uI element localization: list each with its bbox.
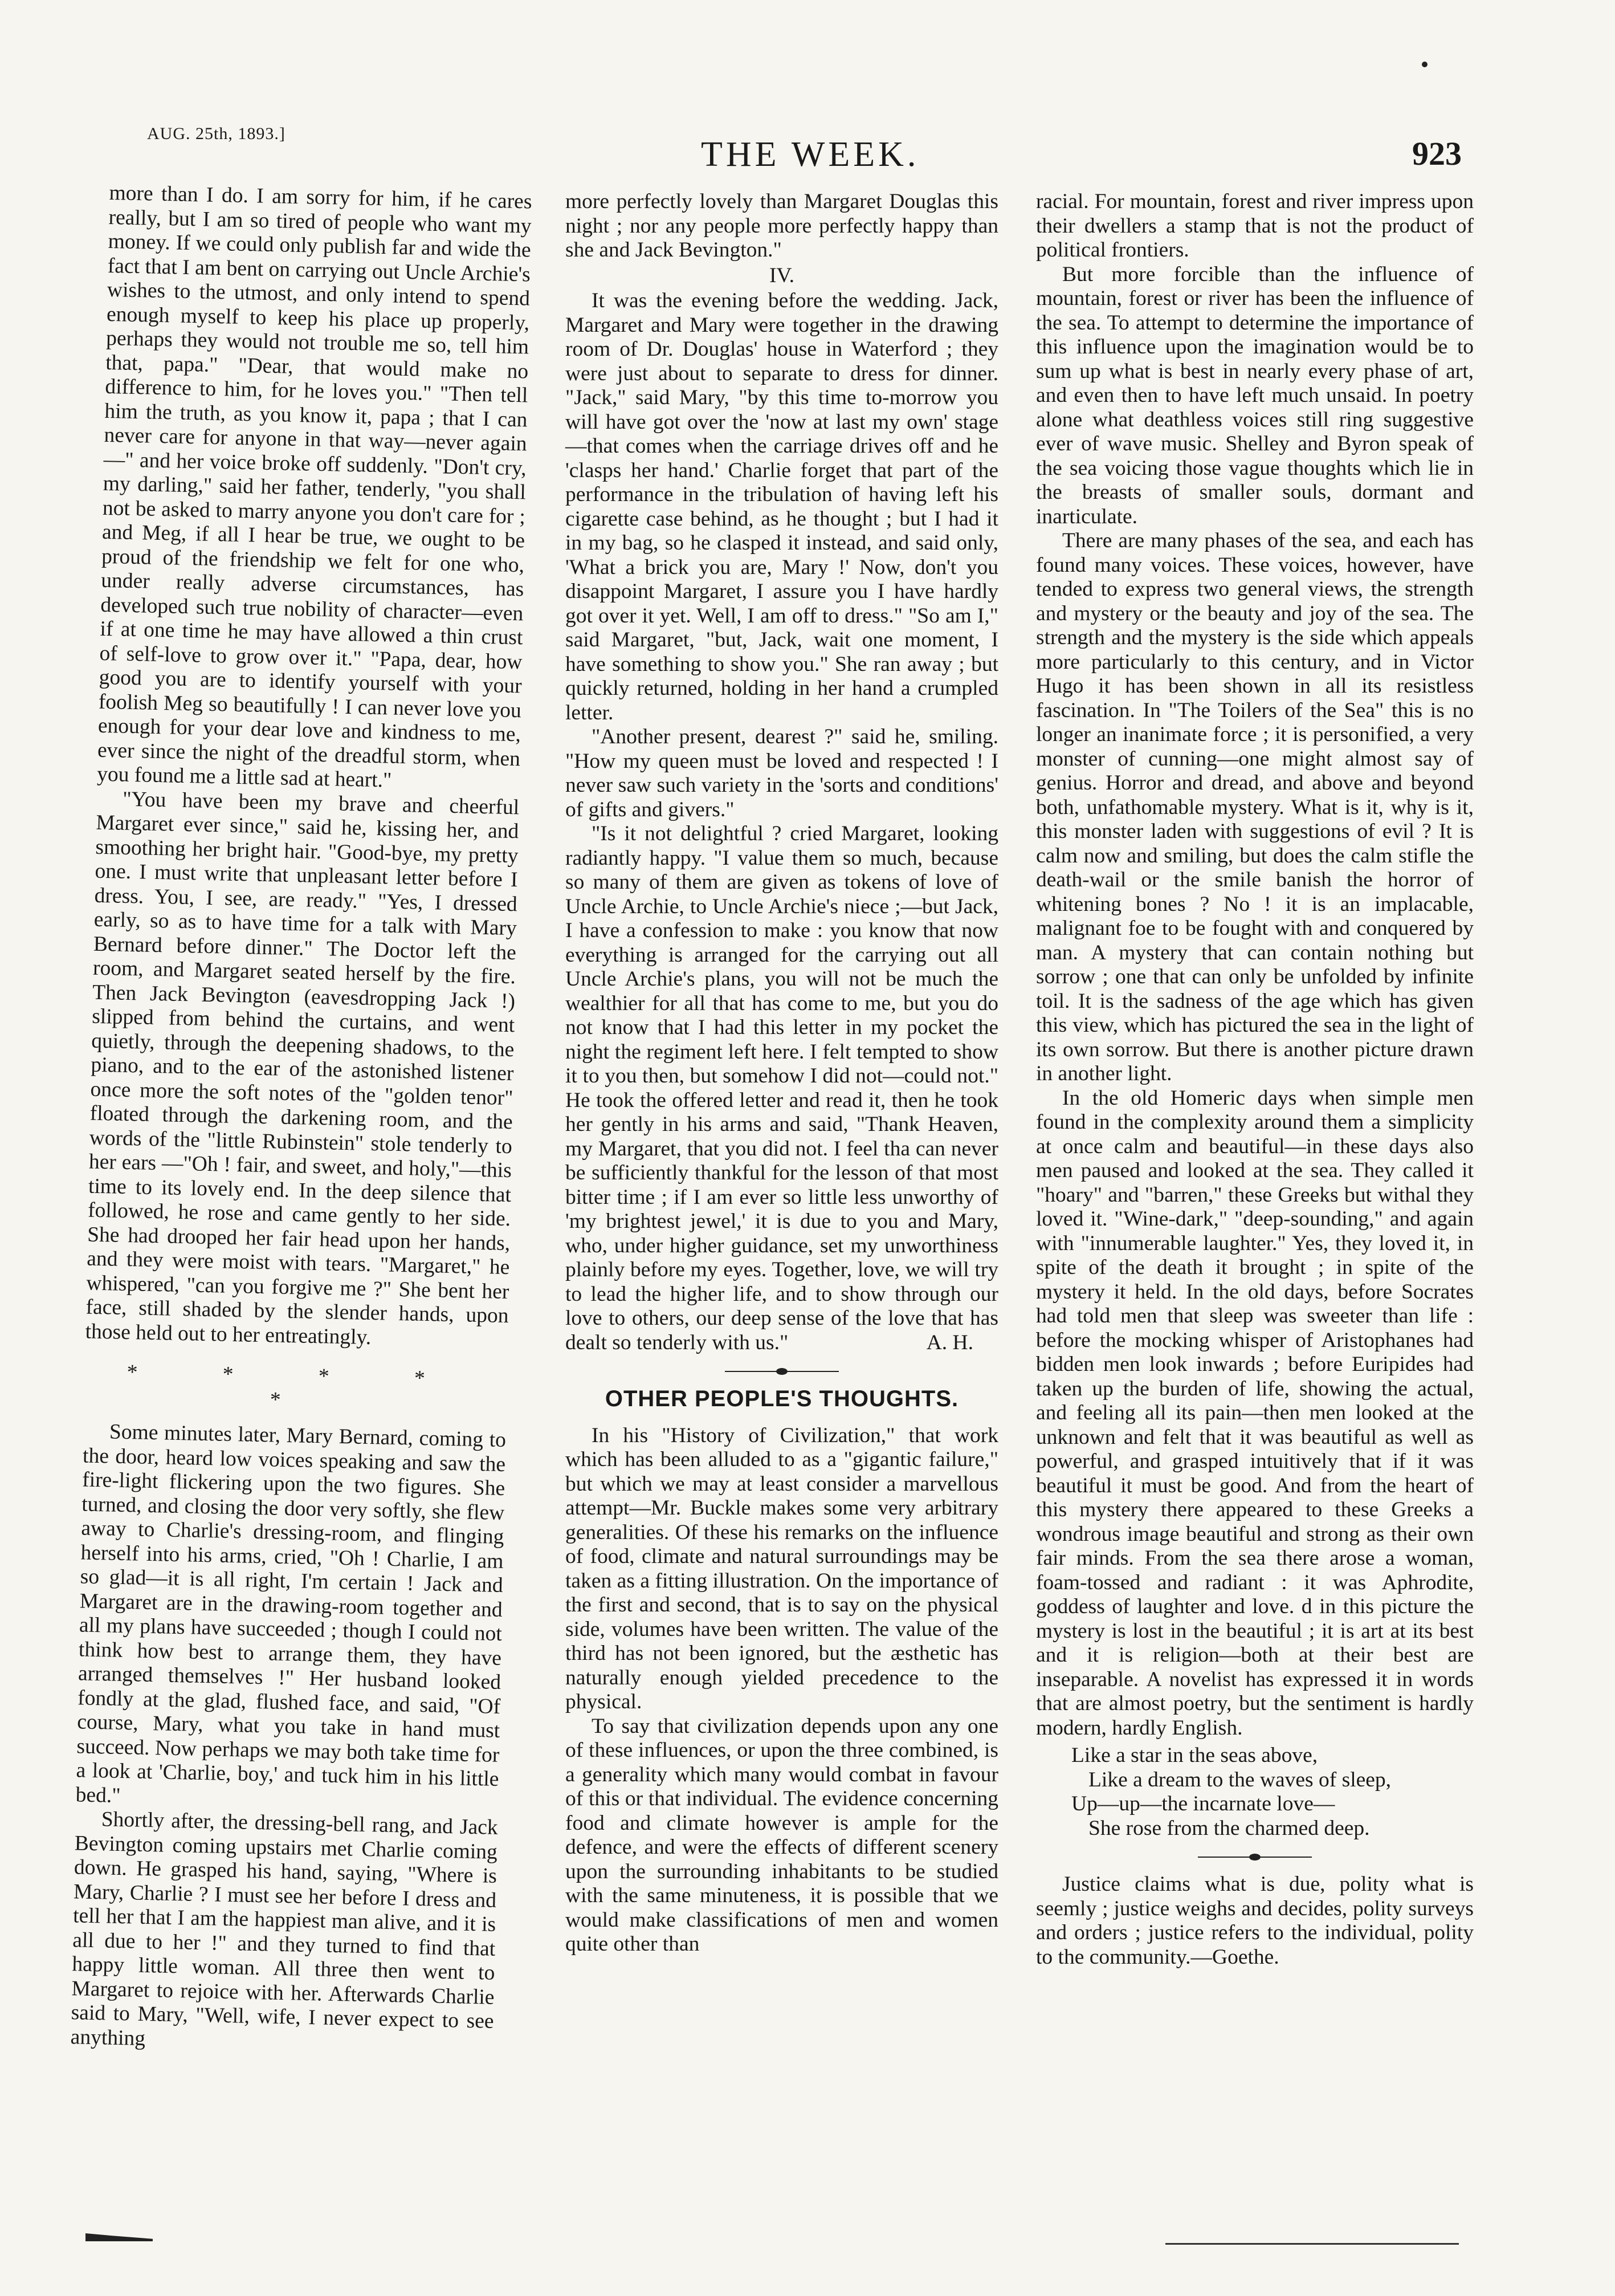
poem-line: Like a dream to the waves of sleep,: [1088, 1768, 1392, 1792]
author-signature: A. H.: [926, 1330, 973, 1354]
paragraph: "Another present, dearest ?" said he, smiling. "How my queen must be loved and respected ! I never saw such variety in the 'sorts and conditions' of gifts and givers.": [565, 725, 998, 821]
section-number: IV.: [769, 263, 795, 287]
paragraph: Some minutes later, Mary Bernard, coming to the door, heard low voices speaking and saw the fire-light flickering upon the two figures. She turned, and closing the door very softly, she flew away to Charlie's dressing-room, and flinging herself into his arms, cried, "Oh ! Charlie, I am so glad—it is all right, I'm certain ! Jack and Margaret are in the drawing-room together and all my plans have succeeded ; though I could not think how best to arrange them, they have arranged themselves !" Her husband looked fondly at the glad, flushed face, and said, "Of course, Mary, what you take in hand must succeed. Now perhaps we may both take time for a look at 'Charlie, boy,' and tuck him in his little bed.": [75, 1420, 507, 1808]
section-divider: [1198, 1853, 1312, 1861]
column-middle: [565, 190, 998, 1957]
paragraph: But more forcible than the influence of mountain, forest or river has been the influence of the sea. To attempt to determine the importance of this influence upon the imagination would be to sum up what is best in nearly every phase of art, and even then to have left much unsaid. In poetry alone what deathless voices still ring suggestive ever of wave music. Shelley and Byron speak of the sea voicing those vague thoughts which lie in the breasts of smaller souls, dormant and inarticulate.: [1036, 262, 1474, 528]
poem-line: Like a star in the seas above,: [1071, 1744, 1318, 1767]
paragraph: [565, 822, 998, 1355]
paragraph: It was the evening before the wedding. Jack, Margaret and Mary were together in the drawing room of Dr. Douglas' house in Waterford ; they were just about to separate to dress for dinner. "Jack," said Mary, "by this time to-morrow you will have got over the 'now at last my own' stage—that comes when the carriage drives off and he 'clasps her hand.' Charlie forget that part of the performance in the tribulation of having left his cigarette case behind, as he thought ; but I had it in my bag, so he clasped it instead, and said only, 'What a brick you are, Mary !' Now, don't you disappoint Margaret, I assure you I have hardly got over it yet. Well, I am off to dress." "So am I," said Margaret, "but, Jack, wait one moment, I have something to show you." She ran away ; but quickly returned, holding in her hand a crumpled letter.: [565, 289, 998, 724]
poem-line: She rose from the charmed deep.: [1088, 1816, 1370, 1840]
issue-date: AUG. 25th, 1893.]: [147, 124, 286, 143]
paragraph: There are many phases of the sea, and each has found many voices. These voices, however, have tended to express two general views, the strength and mystery or the beauty and joy of the sea. The strength and the mystery is the side which appeals more particularly to this century, and in Victor Hugo it has been shown in all its resistless fascination. In "The Toilers of the Sea" this is no longer an inanimate force ; it is personified, a very monster of cunning—one might almost say of genius. Horror and dread, and above and beyond both, unfathomable mystery. What is it, why is it, this monster laden with suggestions of evil ? It is calm now and smiling, but does the calm stifle the death-wail or the smile banish the horror of whitening bones ? No ! it is an implacable, malignant foe to be fought with and conquered by man. A mystery that can contain nothing but sorrow ; one that can only be unfolded by infinite toil. It is the sadness of the age which has given this view, which has pictured the sea in the light of its own sorrow. But there is another picture drawn in another light.: [1036, 529, 1474, 1085]
section-divider: [725, 1367, 839, 1375]
paragraph-text: "Is it not delightful ? cried Margaret, looking radiantly happy. "I value them so much, because so many of them are given as tokens of love of Uncle Archie, to Uncle Archie's niece ;—but Jack, I have a confession to make : you know that now everything is arranged for the carrying out all Uncle Archie's plans, you will not be much the wealthier for all that has come to me, but you do not know that I had this letter in my pocket the night the regiment left here. I felt tempted to show it to you then, but somehow I did not—could not." He took the offered letter and read it, then he took her gently in his arms and said, "Thank Heaven, my Margaret, that you did not. I feel tha can never be sufficiently thankful for the lesson of that most bitter time ; if I am ever so little less unworthy of 'my brightest jewel,' it is due to you and Mary, who, under higher guidance, set my unworthiness plainly before my eyes. Together, love, we will try to lead the higher life, and to show through our love to others, our deep sense of the love that has dealt so tenderly with us.": [565, 822, 998, 1354]
section-heading: OTHER PEOPLE'S THOUGHTS.: [605, 1386, 959, 1411]
paragraph: In his "History of Civilization," that work which has been alluded to as a "gigantic failure," but which we may at least consider a marvellous attempt—Mr. Buckle makes some very arbitrary generalities. Of these his remarks on the influence of food, climate and natural surroundings may be taken as a fitting illustration. On the importance of the first and second, that is to say on the physical side, volumes have been written. The value of the third has not been ignored, but the æsthetic has naturally enough yielded precedence to the physical.: [565, 1423, 998, 1713]
paragraph: more perfectly lovely than Margaret Douglas this night ; nor any people more perfectly happy than she and Jack Bevington.": [565, 190, 998, 262]
paragraph: more than I do. I am sorry for him, if he cares really, but I am so tired of people who want my money. If we could only publish far and wide the fact that I am bent on carrying out Uncle Archie's wishes to the utmost, and only intend to spend enough myself to keep his place up properly, perhaps they would not trouble me so, tell him that, papa." "Dear, that would make no difference to him, for he loves you." "Then tell him the truth, as you know it, papa ; that I can never care for anyone in that way—never again—" and her voice broke off suddenly. "Don't cry, my darling," said her father, tenderly, "you shall not be asked to marry anyone you don't care for ; and Meg, if all I hear be true, we ought to be proud of the friendship we felt for one who, under really adverse circumstances, has developed such true nobility of character—even if at one time he may have allowed a thin crust of self-love to grow over it." "Papa, dear, how good you are to identify yourself with your foolish Meg so beautifully ! I can never love you enough for your dear love and kindness to me, ever since the night of the dreadful storm, when you found me a little sad at heart.": [96, 181, 532, 792]
paragraph: racial. For mountain, forest and river impress upon their dwellers a stamp that is not the product of political frontiers.: [1036, 190, 1474, 262]
page-number: 923: [1412, 135, 1462, 172]
poem: [1036, 1744, 1474, 1841]
section-break-stars: * * * * *: [127, 1361, 466, 1412]
footer-rule: [1165, 2243, 1459, 2245]
quotation: Justice claims what is due, polity what is seemly ; justice weighs and decides, polity surveys and orders ; justice refers to the individual, polity to the community.—Goethe.: [1036, 1872, 1474, 1969]
paragraph: "You have been my brave and cheerful Margaret ever since," said he, kissing her, and smoothing her bright hair. "Good-bye, my pretty one. I must write that unpleasant letter before I dress. You, I see, are ready." "Yes, I dressed early, so as to have time for a talk with Mary Bernard before dinner." The Doctor left the room, and Margaret seated herself by the fire. Then Jack Bevington (eavesdropping Jack !) slipped from behind the curtains, and went quietly, through the deepening shadows, to the piano, and to the ear of the astonished listener once more the soft notes of the "golden tenor" floated through the darkening room, and the words of the "little Rubinstein" stole tenderly to her ears —"Oh ! fair, and sweet, and holy,"—this time to its lovely end. In the deep silence that followed, he rose and came gently to her side. She had drooped her fair head upon her hands, and they were moist with tears. "Margaret," he whispered, "can you forgive me ?" She bent her face, still shaded by the slender hands, upon those held out to her entreatingly.: [85, 787, 520, 1349]
column-right: [1036, 190, 1474, 1969]
paragraph: Shortly after, the dressing-bell rang, and Jack Bevington coming upstairs met Charlie coming down. He grasped his hand, saying, "Where is Mary, Charlie ? I must see her before I dress and tell her that I am the happiest man alive, and it is all due to her !" and they turned to find that happy little woman. All three then went to Margaret to rejoice with her. Afterwards Charlie said to Mary, "Well, wife, I never expect to see anything: [70, 1808, 499, 2050]
paragraph: To say that civilization depends upon any one of these influences, or upon the three combined, is a generality which many would combat in favour of this or that individual. The evidence concerning food and climate however is ample for the defence, and were the effects of different scenery upon the surrounding inhabitants to be studied with the same minuteness, it is possible that we would make classifications of men and women quite other than: [565, 1714, 998, 1956]
column-left: [70, 181, 532, 2058]
ink-dot: [1422, 62, 1428, 67]
poem-line: Up—up—the incarnate love—: [1071, 1792, 1335, 1815]
paragraph: In the old Homeric days when simple men found in the complexity around them a simplicity at once calm and beautiful—in these days also men paused and looked at the sea. They called it "hoary" and "barren," these Greeks but withal they loved it. "Wine-dark," "deep-sounding," and again with "innumerable laughter." Yes, they loved it, in spite of the death it brought ; in spite of the mystery it held. In the old days, before Socrates had told men that sleep was sweeter than life : before the mocking whisper of Aristophanes had bidden men look inwards ; before Euripides had taken up the burden of life, showing the actual, and feeling all its pain—then men looked at the unknown and felt that it was beautiful as well as powerful, and grasped intuitively that if it was beautiful it must be good. And from the heart of this mystery there appeared to these Greeks a wondrous image beautiful and strong as their own fair minds. From the sea there arose a woman, foam-tossed and radiant : it was Aphrodite, goddess of laughter and love. d in this picture the mystery is lost in the beautiful ; it is art at its best and it is religion—both at their best are inseparable. A novelist has expressed it in words that are almost poetry, but the sentiment is hardly modern, hardly English.: [1036, 1086, 1474, 1740]
printer-mark: [85, 2233, 153, 2241]
masthead-title: THE WEEK.: [701, 135, 920, 174]
